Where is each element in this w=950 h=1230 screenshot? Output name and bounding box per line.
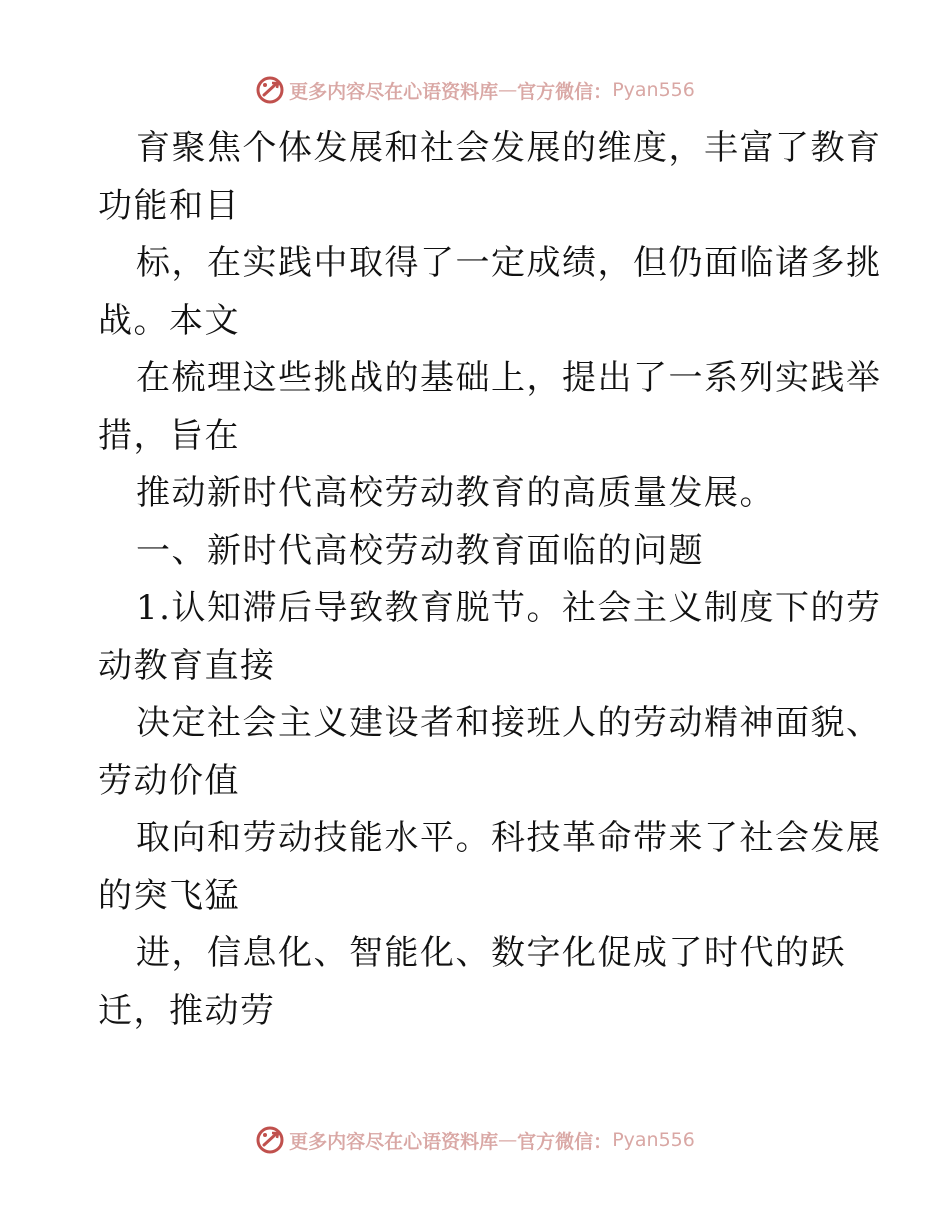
text-line: 进，信息化、智能化、数字化促成了时代的跃 (136, 933, 846, 973)
text-line: 决定社会主义建设者和接班人的劳动精神面貌、 (136, 703, 882, 743)
text-line: 取向和劳动技能水平。科技革命带来了社会发展 (136, 818, 882, 858)
text-line: 1.认知滞后导致教育脱节。社会主义制度下的劳 (136, 588, 882, 628)
footer-banner (0, 1120, 950, 1160)
banner-wechat-label: 官方微信： (517, 80, 613, 103)
banner-wechat-id: Pyan556 (612, 1129, 695, 1151)
banner-text: 更多内容尽在心语资料库 (289, 80, 499, 103)
text-line: 功能和目 (98, 185, 240, 226)
brand-logo-icon (255, 1125, 285, 1155)
document-body (98, 120, 882, 1040)
text-line: 在梳理这些挑战的基础上，提出了一系列实践举 (136, 358, 882, 398)
text-line: 推动新时代高校劳动教育的高质量发展。 (136, 473, 775, 513)
text-line: 劳动价值 (98, 760, 240, 801)
banner-wechat-label: 官方微信： (517, 1130, 613, 1153)
section-heading: 一、新时代高校劳动教育面临的问题 (136, 530, 704, 571)
text-line: 战。本文 (98, 300, 240, 341)
text-line: 标，在实践中取得了一定成绩，但仍面临诸多挑 (136, 243, 882, 283)
brand-logo-icon (255, 75, 285, 105)
text-line: 育聚焦个体发展和社会发展的维度，丰富了教育 (136, 128, 882, 168)
banner-wechat-id: Pyan556 (612, 79, 695, 101)
banner-separator: — (498, 1129, 518, 1151)
text-line: 措，旨在 (98, 415, 240, 456)
text-line: 迁，推动劳 (98, 990, 276, 1031)
text-line: 的突飞猛 (98, 875, 240, 916)
banner-separator: — (498, 79, 518, 101)
header-banner (0, 70, 950, 110)
banner-text: 更多内容尽在心语资料库 (289, 1130, 499, 1153)
text-line: 动教育直接 (98, 645, 276, 686)
